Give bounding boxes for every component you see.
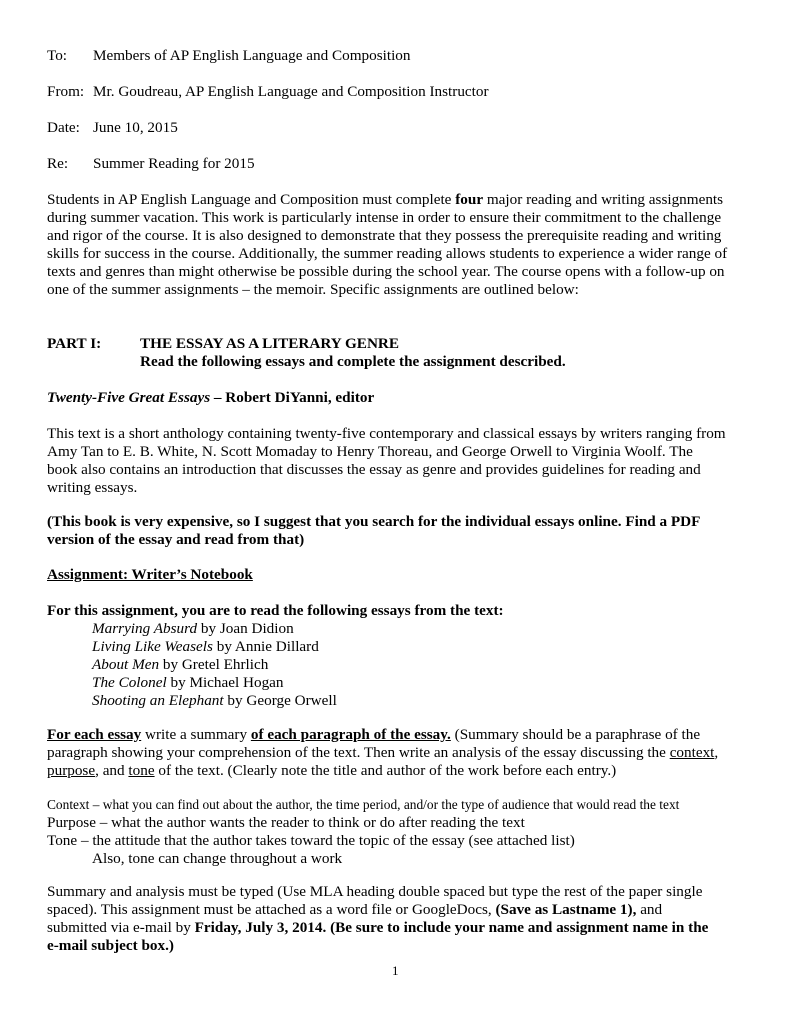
essay-title: Living Like Weasels [92, 638, 213, 655]
memo-re [47, 155, 255, 173]
essay-author: by Michael Hogan [166, 674, 284, 691]
book-desc-line: Amy Tan to E. B. White, N. Scott Momaday to Henry Thoreau, and George Orwell to Virginia Woolf. The [47, 443, 693, 460]
each-text: (Summary should be a paraphrase of the [450, 726, 701, 743]
essay-list-item [92, 674, 745, 692]
essay-list-item [92, 656, 745, 674]
note-line: version of the essay and read from that) [47, 531, 305, 548]
each-line [47, 762, 745, 780]
memo-from-value: Mr. Goudreau, AP English Language and Composition Instructor [93, 83, 489, 100]
closing-text: and [636, 901, 663, 918]
each-line [47, 744, 745, 762]
intro-line: skills for success in the course. Additionally, the summer reading allows students to experience a wider range of [47, 245, 728, 262]
each-line [47, 726, 745, 744]
memo-re-label: Re: [47, 155, 69, 172]
intro-line: and rigor of the course. It is also designed to demonstrate that they possess the prerequisite reading and writing [47, 227, 722, 244]
intro-line: texts and genres than might otherwise be possible during the school year. The course opens with a follow-up on [47, 263, 725, 280]
intro-text: major reading and writing assignments [483, 191, 724, 208]
intro-emphasis: four [455, 191, 484, 208]
each-emphasis: of each paragraph of the essay. [250, 726, 451, 743]
part-heading [47, 335, 399, 353]
each-text: write a summary [141, 726, 251, 743]
essay-title: Marrying Absurd [92, 620, 198, 637]
essay-author: by Gretel Ehrlich [159, 656, 269, 673]
closing-emphasis: Friday, July 3, 2014. (Be sure to include your name and assignment name in the [194, 919, 709, 936]
intro-line: one of the summer assignments – the memoir. Specific assignments are outlined below: [47, 281, 579, 298]
book-desc-line: This text is a short anthology containing twenty-five contemporary and classical essays by writers ranging from [47, 425, 726, 442]
intro-line [47, 191, 745, 209]
definition-tone-note: Also, tone can change throughout a work [92, 850, 343, 867]
note-line: (This book is very expensive, so I suggest that you search for the individual essays online. Find a PDF [47, 513, 701, 530]
book-title: Twenty-Five Great Essays [47, 389, 211, 406]
assignment-heading-text: Assignment: Writer’s Notebook [47, 566, 253, 583]
each-emphasis: For each essay [47, 726, 142, 743]
memo-from-label: From: [47, 83, 85, 100]
expense-note [47, 513, 745, 549]
memo-date-label: Date: [47, 119, 80, 136]
essay-list [47, 620, 745, 710]
part-subtitle-text: Read the following essays and complete the assignment described. [140, 353, 566, 370]
book-desc-line: book also contains an introduction that discusses the essay as genre and provides guidelines for reading and [47, 461, 701, 478]
intro-text: Students in AP English Language and Composition must complete [47, 191, 456, 208]
each-keyword: purpose [47, 762, 96, 779]
closing-text: spaced). This assignment must be attached as a word file or GoogleDocs, [47, 901, 496, 918]
each-keyword: context [669, 744, 715, 761]
assignment-instruction [47, 602, 504, 620]
page-number: 1 [392, 963, 399, 978]
closing-line [47, 901, 745, 919]
essay-title: The Colonel [92, 674, 167, 691]
memo-date-value: June 10, 2015 [93, 119, 178, 136]
memo-to [47, 47, 411, 65]
essay-title: About Men [92, 656, 160, 673]
closing-line: e-mail subject box.) [47, 937, 174, 954]
definitions [47, 796, 745, 868]
definition-context: Context – what you can find out about the author, the time period, and/or the type of audience that would read the text [47, 797, 680, 812]
definition-tone: Tone – the attitude that the author takes toward the topic of the essay (see attached list) [47, 832, 575, 849]
assignment-heading [47, 566, 253, 584]
definition-purpose: Purpose – what the author wants the reader to think or do after reading the text [47, 814, 525, 831]
memo-from [47, 83, 489, 101]
part-label: PART I: [47, 335, 102, 352]
memo-to-value: Members of AP English Language and Composition [93, 47, 411, 64]
closing-emphasis: (Save as Lastname 1), [495, 901, 637, 918]
memo-to-label: To: [47, 47, 68, 64]
assignment-instruction-text: For this assignment, you are to read the following essays from the text: [47, 602, 504, 619]
intro-paragraph [47, 191, 745, 299]
essay-author: by George Orwell [223, 692, 337, 709]
essay-author: by Annie Dillard [212, 638, 319, 655]
closing-text: submitted via e-mail by [47, 919, 195, 936]
closing-paragraph [47, 883, 745, 955]
each-text: paragraph showing your comprehension of the text. Then write an analysis of the essay discussing the [47, 744, 670, 761]
essay-list-item [92, 692, 745, 710]
each-keyword: tone [128, 762, 155, 779]
essay-list-item [92, 638, 745, 656]
intro-line: during summer vacation. This work is particularly intense in order to ensure their commitment to the challenge [47, 209, 722, 226]
book-title-line [47, 389, 374, 407]
each-text: , and [95, 762, 129, 779]
closing-line: Summary and analysis must be typed (Use MLA heading double spaced but type the rest of the paper single [47, 883, 703, 900]
memo-re-value: Summer Reading for 2015 [93, 155, 255, 172]
essay-author: by Joan Didion [197, 620, 294, 637]
book-desc-line: writing essays. [47, 479, 138, 496]
book-description [47, 425, 745, 497]
each-essay-paragraph [47, 726, 745, 780]
closing-line [47, 919, 745, 937]
book-byline: – Robert DiYanni, editor [210, 389, 375, 406]
part-subtitle [140, 353, 566, 371]
essay-title: Shooting an Elephant [92, 692, 224, 709]
each-text: of the text. (Clearly note the title and author of the work before each entry.) [154, 762, 617, 779]
each-text: , [714, 744, 719, 761]
part-title: THE ESSAY AS A LITERARY GENRE [140, 335, 400, 352]
memo-date [47, 119, 178, 137]
essay-list-item [92, 620, 745, 638]
